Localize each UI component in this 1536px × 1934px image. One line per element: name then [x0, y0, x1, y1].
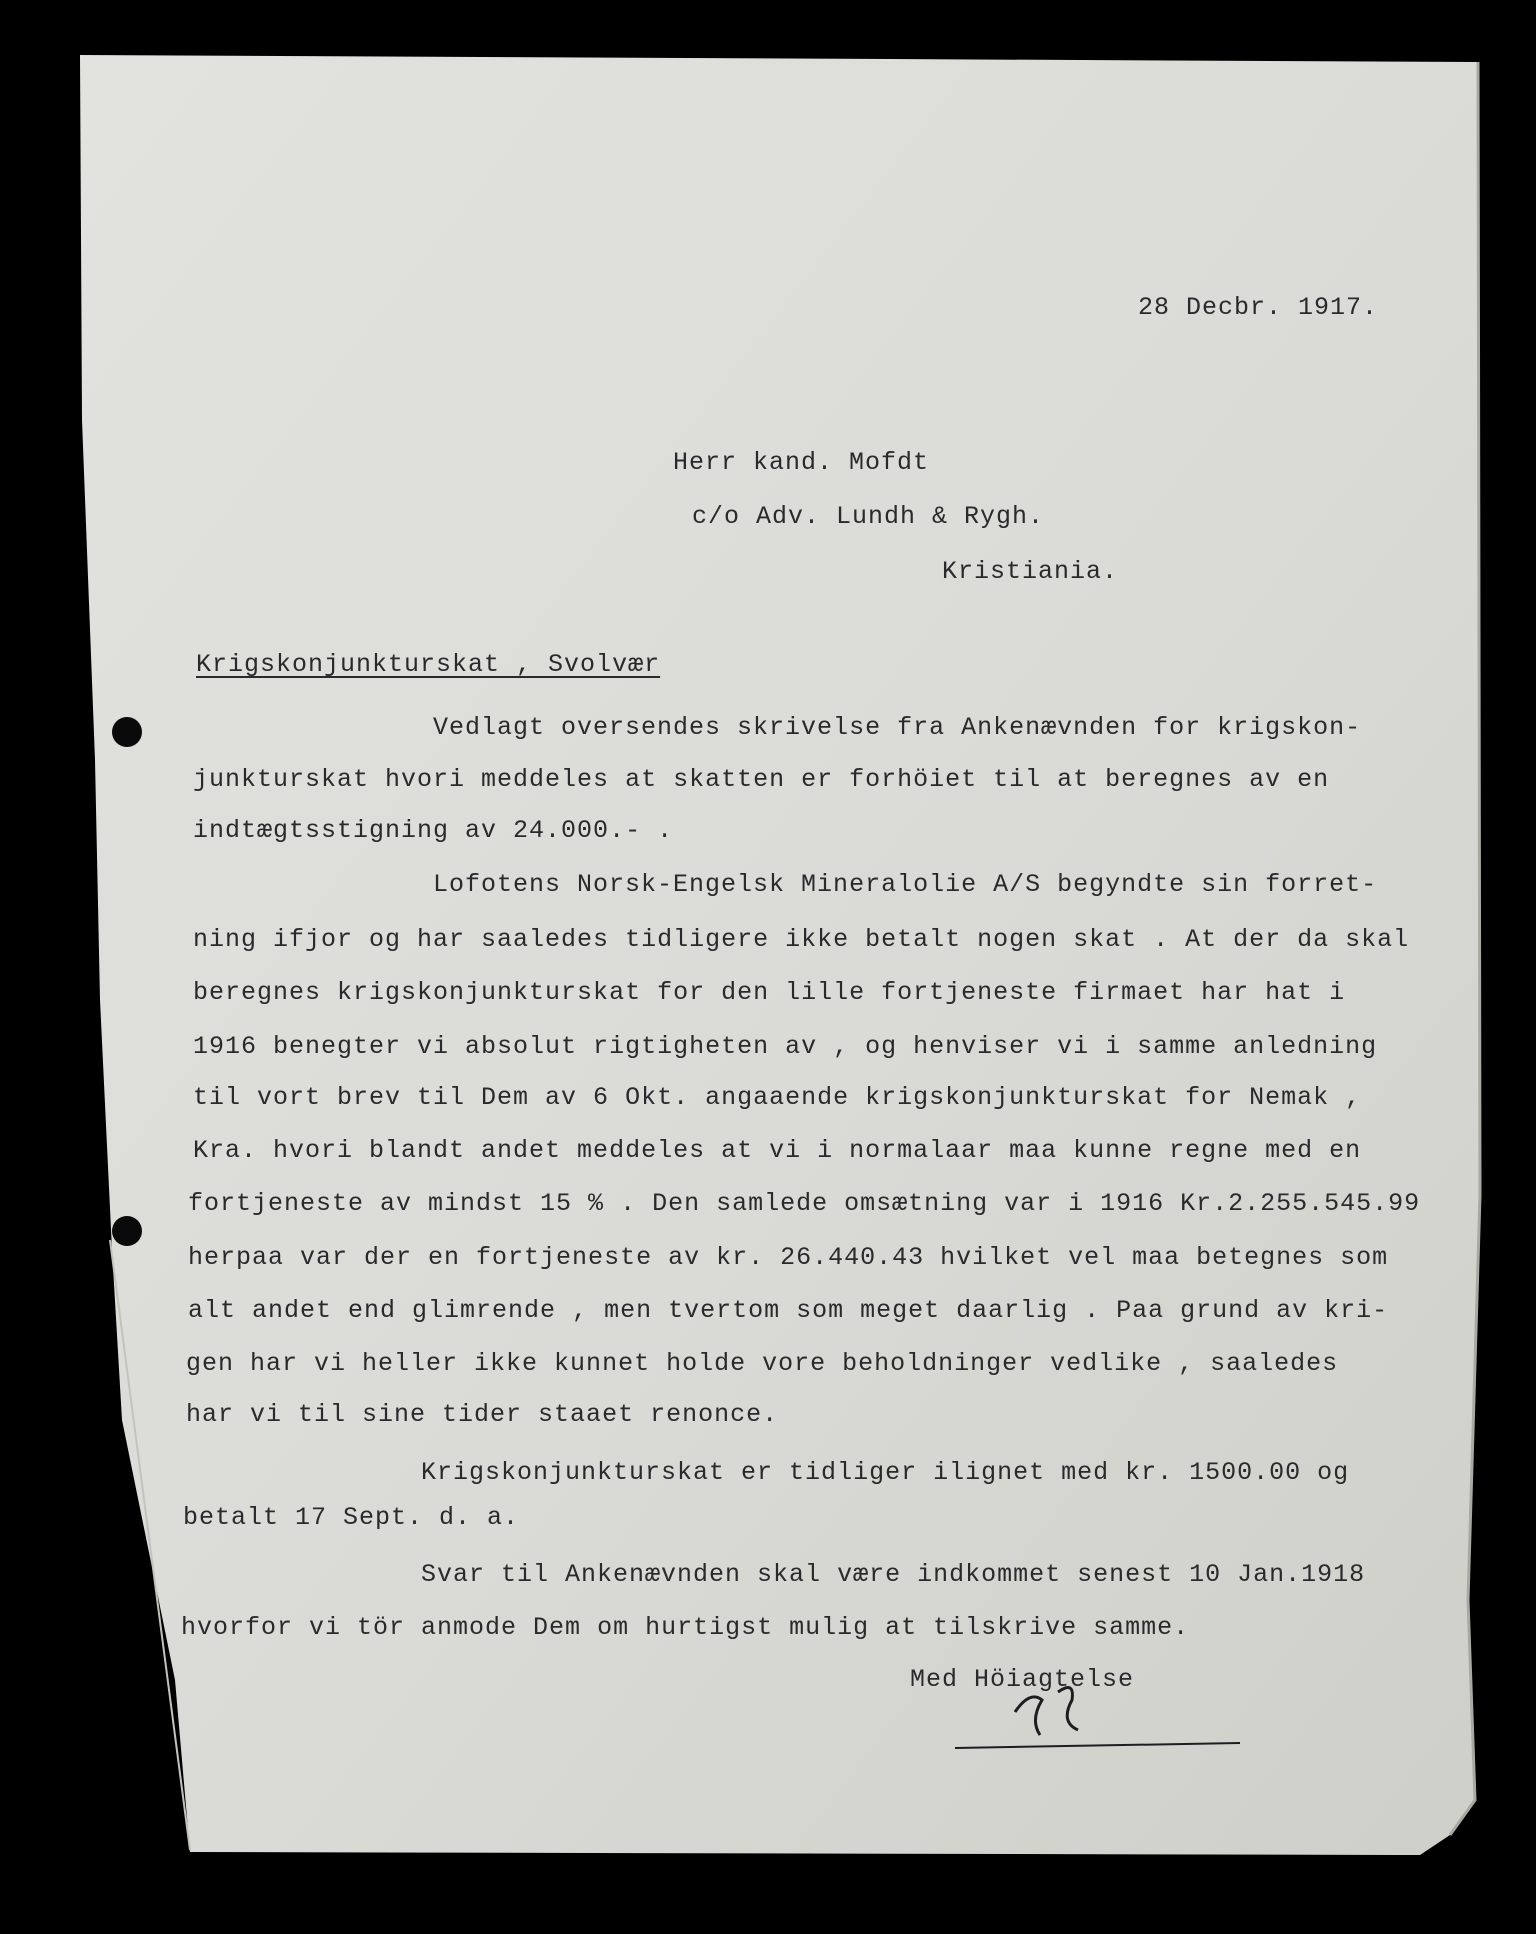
body-line: herpaa var der en fortjeneste av kr. 26.440.43 hvilket vel maa betegnes som	[188, 1243, 1389, 1272]
recipient-city: Kristiania.	[942, 557, 1119, 586]
punch-hole-top	[112, 717, 142, 747]
body-line: betalt 17 Sept. d. a.	[183, 1503, 520, 1532]
body-line: Vedlagt oversendes skrivelse fra Ankenævnden for krigskon-	[433, 713, 1362, 742]
recipient-care-of: c/o Adv. Lundh & Rygh.	[692, 502, 1045, 531]
body-line: 1916 benegter vi absolut rigtigheten av , og henviser vi i samme anledning	[193, 1032, 1378, 1061]
body-line: gen har vi heller ikke kunnet holde vore beholdninger vedlike , saaledes	[186, 1349, 1339, 1378]
letter-closing: Med Höiagtelse	[910, 1665, 1135, 1694]
body-line: Lofotens Norsk-Engelsk Mineralolie A/S begyndte sin forret-	[433, 870, 1378, 899]
body-line: Svar til Ankenævnden skal være indkommet senest 10 Jan.1918	[421, 1560, 1366, 1589]
body-line: Krigskonjunkturskat er tidliger ilignet med kr. 1500.00 og	[421, 1458, 1350, 1487]
body-line: fortjeneste av mindst 15 % . Den samlede omsætning var i 1916 Kr.2.255.545.99	[188, 1189, 1421, 1218]
letter-date: 28 Decbr. 1917.	[1138, 293, 1379, 322]
body-line: Kra. hvori blandt andet meddeles at vi i normalaar maa kunne regne med en	[193, 1136, 1362, 1165]
body-line: hvorfor vi tör anmode Dem om hurtigst mulig at tilskrive samme.	[181, 1613, 1190, 1642]
body-line: indtægtsstigning av 24.000.- .	[193, 816, 674, 845]
punch-hole-bottom	[112, 1216, 142, 1246]
recipient-name: Herr kand. Mofdt	[673, 448, 930, 477]
body-line: alt andet end glimrende , men tvertom som meget daarlig . Paa grund av kri-	[188, 1296, 1389, 1325]
body-line: har vi til sine tider staaet renonce.	[186, 1400, 779, 1429]
body-line: ning ifjor og har saaledes tidligere ikke betalt nogen skat . At der da skal	[193, 925, 1410, 954]
letter-subject: Krigskonjunkturskat , Svolvær	[196, 650, 661, 679]
body-line: til vort brev til Dem av 6 Okt. angaaende krigskonjunkturskat for Nemak ,	[193, 1083, 1362, 1112]
body-line: beregnes krigskonjunkturskat for den lille fortjeneste firmaet har hat i	[193, 978, 1346, 1007]
body-line: junkturskat hvori meddeles at skatten er forhöiet til at beregnes av en	[193, 765, 1330, 794]
